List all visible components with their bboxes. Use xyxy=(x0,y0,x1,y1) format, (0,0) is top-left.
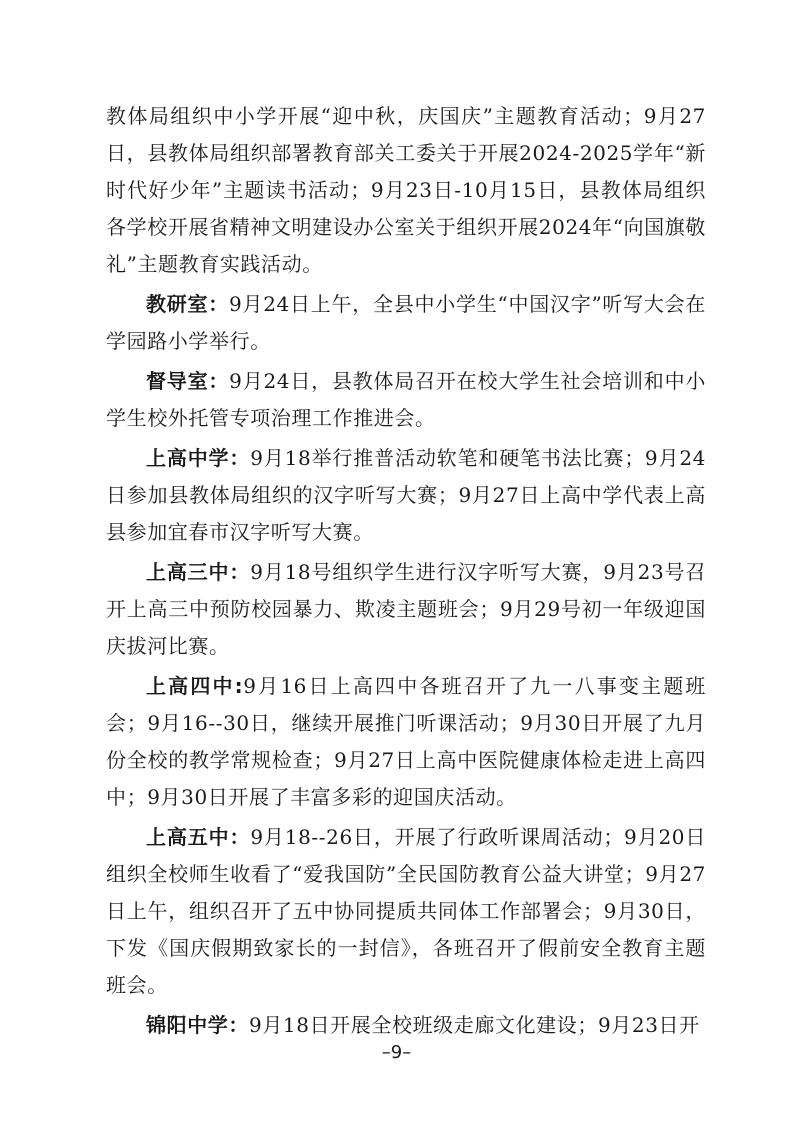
paragraph-label: 督导室： xyxy=(146,369,230,393)
paragraph-text: 9月18号组织学生进行汉字听写大赛，9月23号召开上高三中预防校园暴力、欺凌主题班会；9月29号初一年级迎国庆拔河比赛。 xyxy=(106,560,706,658)
paragraph-intro xyxy=(106,98,706,283)
paragraph-jinyang-zhongxue xyxy=(106,1007,706,1044)
paragraph-label: 锦阳中学： xyxy=(146,1013,249,1037)
paragraph-text: 教体局组织中小学开展“迎中秋，庆国庆”主题教育活动；9月27日，县教体局组织部署教育部关工委关于开展2024-2025学年“新时代好少年”主题读书活动；9月23日-10月15日，县教体局组织各学校开展省精神文明建设办公室关于组织开展2024年“向国旗敬礼”主题教育实践活动。 xyxy=(106,104,706,276)
paragraph-label: 上高三中： xyxy=(146,560,251,584)
paragraph-shanggao-wuzhong xyxy=(106,819,706,1004)
paragraph-text: 9月24日上午，全县中小学生“中国汉字”听写大会在学园路小学举行。 xyxy=(106,292,707,353)
paragraph-label: 上高中学： xyxy=(146,446,251,470)
paragraph-jiaoyanshi xyxy=(106,286,706,360)
paragraph-shanggao-sanzhong xyxy=(106,554,706,665)
paragraph-text: 9月18举行推普活动软笔和硬笔书法比赛；9月24日参加县教体局组织的汉字听写大赛；9月27日上高中学代表上高县参加宜春市汉字听写大赛。 xyxy=(106,446,706,544)
paragraph-label: 上高四中: xyxy=(146,674,244,698)
paragraph-shanggao-zhongxue xyxy=(106,440,706,551)
paragraph-text: 9月24日，县教体局召开在校大学生社会培训和中小学生校外托管专项治理工作推进会。 xyxy=(106,369,706,430)
page-number: –9– xyxy=(381,1042,412,1063)
paragraph-text: 9月18日开展全校班级走廊文化建设；9月23日开 xyxy=(249,1013,700,1037)
paragraph-dudaoshi xyxy=(106,363,706,437)
paragraph-shanggao-sizhong xyxy=(106,668,706,816)
paragraph-text: 9月16日上高四中各班召开了九一八事变主题班会；9月16--30日，继续开展推门听课活动；9月30日开展了九月份全校的教学常规检查；9月27日上高中医院健康体检走进上高四中；9月30日开展了丰富多彩的迎国庆活动。 xyxy=(106,674,707,809)
paragraph-label: 上高五中： xyxy=(146,825,251,849)
paragraph-label: 教研室： xyxy=(146,292,229,316)
document-body xyxy=(106,98,706,1047)
paragraph-text: 9月18--26日，开展了行政听课周活动；9月20日组织全校师生收看了“爱我国防”全民国防教育公益大讲堂；9月27日上午，组织召开了五中协同提质共同体工作部署会；9月30日，下发《国庆假期致家长的一封信》，各班召开了假前安全教育主题班会。 xyxy=(106,825,706,997)
